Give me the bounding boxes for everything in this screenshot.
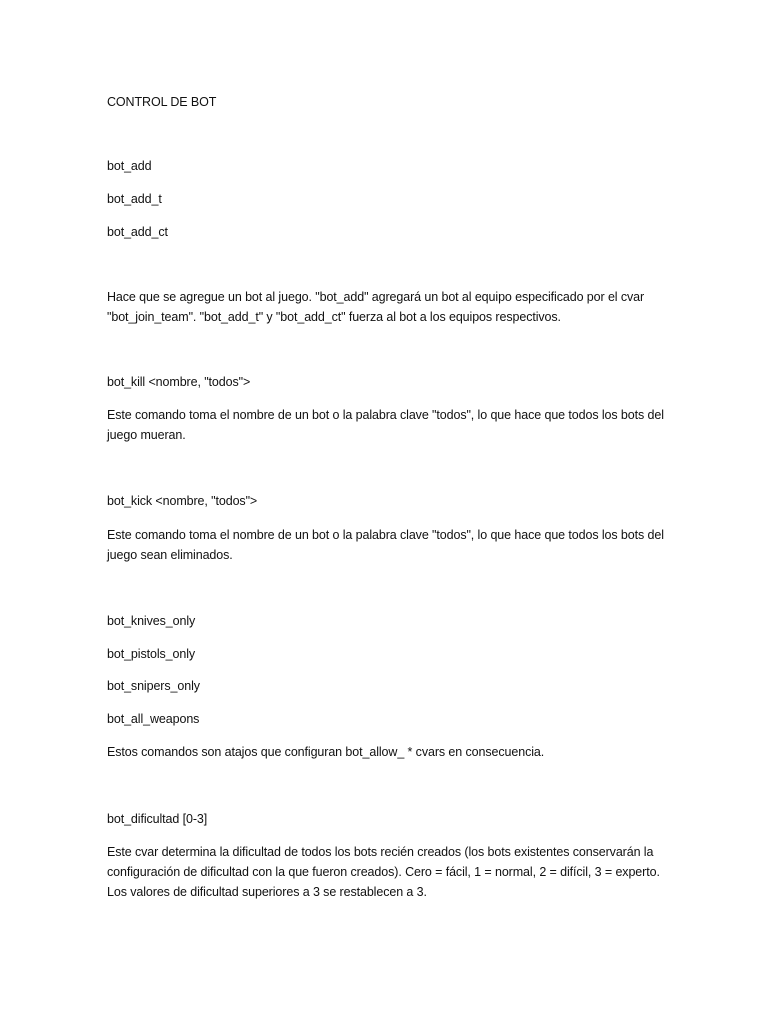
paragraph-bot-dificultad: Este cvar determina la dificultad de todos los bots recién creados (los bots existentes conservarán la configuración de dificultad con la que fueron creados). Cero = fácil, 1 = normal, 2 = difícil, 3 = experto. Los valores de dificultad superiores a 3 se restablecen a 3.: [107, 845, 660, 899]
command-bot-add-t: bot_add_t: [107, 192, 162, 206]
command-bot-kick: bot_kick <nombre, "todos">: [107, 494, 258, 508]
command-bot-dificultad: bot_dificultad [0-3]: [107, 812, 208, 826]
command-bot-all-weapons: bot_all_weapons: [107, 712, 200, 726]
command-bot-pistols-only: bot_pistols_only: [107, 647, 196, 661]
command-bot-kill: bot_kill <nombre, "todos">: [107, 375, 251, 389]
command-bot-snipers-only: bot_snipers_only: [107, 679, 200, 693]
command-bot-knives-only: bot_knives_only: [107, 614, 196, 628]
command-bot-add: bot_add: [107, 159, 152, 173]
command-bot-add-ct: bot_add_ct: [107, 225, 168, 239]
paragraph-weapon-shortcuts: Estos comandos son atajos que configuran bot_allow_ * cvars en consecuencia.: [107, 745, 545, 759]
paragraph-bot-add: Hace que se agregue un bot al juego. "bot_add" agregará un bot al equipo especificado por el cvar "bot_join_team". "bot_add_t" y "bot_add_ct" fuerza al bot a los equipos respectivos.: [107, 290, 645, 324]
paragraph-bot-kill: Este comando toma el nombre de un bot o la palabra clave "todos", lo que hace que todos los bots del juego mueran.: [107, 408, 664, 442]
document-title: CONTROL DE BOT: [107, 95, 217, 109]
paragraph-bot-kick: Este comando toma el nombre de un bot o la palabra clave "todos", lo que hace que todos los bots del juego sean eliminados.: [107, 528, 664, 562]
